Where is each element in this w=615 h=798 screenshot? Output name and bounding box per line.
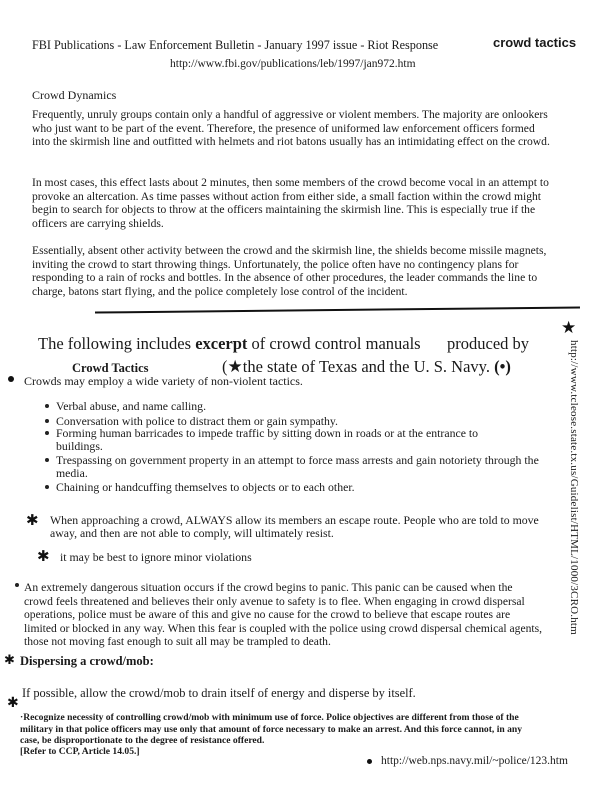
article-paragraph-2: In most cases, this effect lasts about 2 minutes, then some members of the crowd become vocal in an attempt to provoke an altercation. As time passes without action from either side, a small faction within the crowd might begin to search for objects to throw at the officers maintaining the skirmish line. This is especially true if the officers are carrying shields. <box>32 176 549 230</box>
bullet-icon <box>45 419 49 423</box>
tactic-item: Trespassing on government property in an attempt to force mass arrests and gain notoriety through the media. <box>56 453 539 480</box>
tactics-intro: Crowds may employ a wide variety of non-violent tactics. <box>24 374 303 388</box>
header-title: FBI Publications - Law Enforcement Bulletin - January 1997 issue - Riot Response <box>32 38 439 52</box>
bullet-icon <box>45 404 49 408</box>
dispersing-heading: Dispersing a crowd/mob: <box>20 654 154 668</box>
navy-mark: (•) <box>494 357 511 376</box>
tactic-item: Chaining or handcuffing themselves to objects or to each other. <box>56 480 355 494</box>
paren-open: ( <box>222 357 228 376</box>
bullet-icon <box>15 583 19 587</box>
tactic-item: Conversation with police to distract them or gain sympathy. <box>56 414 338 428</box>
navy-paragraph: ·Recognize necessity of controlling crowd/mob with minimum use of force. Police objectives are different from those of the military in that police officers may use only that amount of force necessary to make an arrest. And this force cannot, in any case, be disproportionate to the degree of resistance offered. <box>20 712 523 747</box>
star-icon: ✱ <box>7 695 19 711</box>
bullet-icon <box>8 376 14 382</box>
star-icon: ★ <box>561 318 577 338</box>
article-heading: Crowd Dynamics <box>32 88 117 102</box>
texas-navy-text: the state of Texas and the U. S. Navy. <box>242 357 490 376</box>
escape-route-note: When approaching a crowd, ALWAYS allow its members an escape route. People who are told to move away, and then are not able to comply, will ultimately resist. <box>50 513 539 540</box>
minor-violations-note: it may be best to ignore minor violations <box>60 550 252 564</box>
bullet-icon <box>367 759 372 764</box>
article-paragraph-3: Essentially, absent other activity between the crowd and the skirmish line, the shields become missile magnets, inviting the crowd to start throwing things. Unfortunately, the police often have no contingency plans for responding to a rain of rocks and bottles. In the absence of other procedures, the leader commands the line to charge, batons start flying, and the police completely lose control of the incident. <box>32 244 547 298</box>
navy-url: http://web.nps.navy.mil/~police/123.htm <box>381 755 568 767</box>
header-url: http://www.fbi.gov/publications/leb/1997/jan972.htm <box>170 58 416 70</box>
header-tag: crowd tactics <box>493 35 577 50</box>
excerpt-post: of crowd control manuals <box>247 334 421 353</box>
tactic-item: Verbal abuse, and name calling. <box>56 399 207 413</box>
article-paragraph-1: Frequently, unruly groups contain only a handful of aggressive or violent members. The majority are onlookers who just want to be part of the event. Therefore, the presence of uniformed law enforcement officers formed into the skirmish line and outfitted with helmets and riot batons usually has an intimidating effect on the crowd. <box>32 108 550 149</box>
star-icon: ✱ <box>4 653 15 668</box>
star-icon: ✱ <box>37 547 50 565</box>
tactic-item: Forming human barricades to impede traffic by sitting down in roads or at the entrance to buildings. <box>56 426 479 453</box>
produced-by: produced by <box>447 334 530 353</box>
side-url: http://www.tcleose.state.tx.us/Guidelist/HTML/1000/3CRO.htm <box>568 340 580 635</box>
star-icon: ✱ <box>26 511 39 529</box>
star-icon: ★ <box>227 357 243 377</box>
bullet-icon <box>45 458 49 462</box>
excerpt-bold: excerpt <box>195 334 248 353</box>
bullet-icon <box>45 431 49 435</box>
navy-reference: [Refer to CCP, Article 14.05.] <box>20 746 140 757</box>
bullet-icon <box>45 485 49 489</box>
section-divider <box>95 306 580 313</box>
excerpt-pre: The following includes <box>38 334 196 353</box>
tactics-heading: Crowd Tactics <box>72 361 149 375</box>
excerpt-note <box>38 334 421 354</box>
panic-paragraph: An extremely dangerous situation occurs if the crowd begins to panic. This panic can be caused when the crowd feels threatened and believes their only avenue to safety is to flee. When engaging in crowd dispersal operations, police must be aware of this and give no cause for the crowd to believe that escape routes are limited or blocked in any way. When this fear is coupled with the police using crowd dispersal chemical agents, those not moving fast enough to suit all may be trampled to death. <box>24 581 543 649</box>
dispersing-text: If possible, allow the crowd/mob to drain itself of energy and disperse by itself. <box>22 686 416 700</box>
